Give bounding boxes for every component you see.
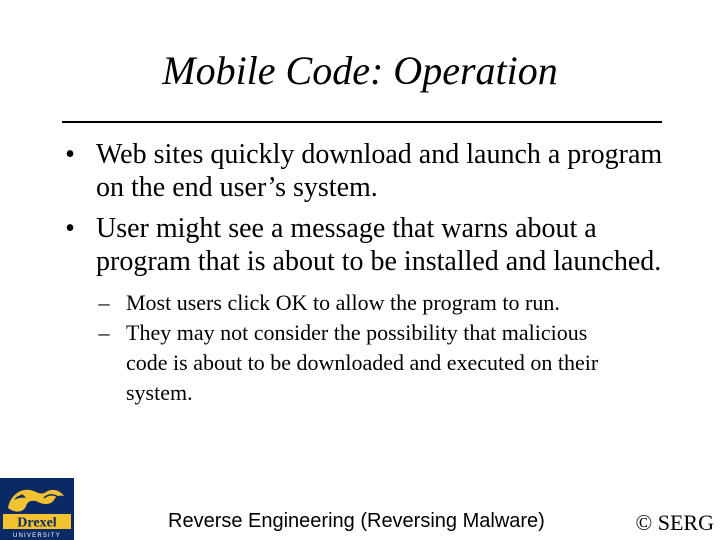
drexel-university-label: UNIVERSITY: [12, 533, 62, 539]
footer-copyright: © SERG: [635, 510, 714, 535]
slide-title: Mobile Code: Operation: [162, 48, 558, 93]
drexel-dragon-logo-icon: [0, 478, 74, 540]
bullet-line: Web sites quickly download and launch a program: [96, 139, 663, 170]
bullet-line: on the end user’s system.: [96, 172, 378, 203]
sub-bullet-line: system.: [126, 380, 193, 405]
bullet-line: program that is about to be installed and launched.: [96, 246, 662, 277]
bullet-marker: •: [65, 139, 75, 170]
sub-bullet-marker: –: [98, 290, 110, 315]
footer-course-title: Reverse Engineering (Reversing Malware): [168, 510, 545, 532]
sub-bullet-marker: –: [98, 320, 110, 345]
sub-bullet-line: They may not consider the possibility that malicious: [126, 320, 588, 345]
sub-bullet-line: Most users click OK to allow the program to run.: [126, 290, 560, 315]
sub-bullet-list: [94, 288, 684, 408]
bullet-marker: •: [65, 213, 75, 244]
sub-bullet-line: code is about to be downloaded and executed on their: [126, 350, 599, 375]
bullet-item: [60, 212, 680, 278]
drexel-logo: [0, 478, 74, 540]
sub-bullet-item: [94, 318, 684, 408]
bullet-item: [60, 138, 680, 204]
bullet-list: [60, 138, 680, 286]
drexel-wordmark: Drexel: [17, 515, 57, 531]
sub-bullet-item: [94, 288, 684, 318]
title-divider: [62, 121, 662, 123]
bullet-line: User might see a message that warns about a: [96, 213, 597, 244]
